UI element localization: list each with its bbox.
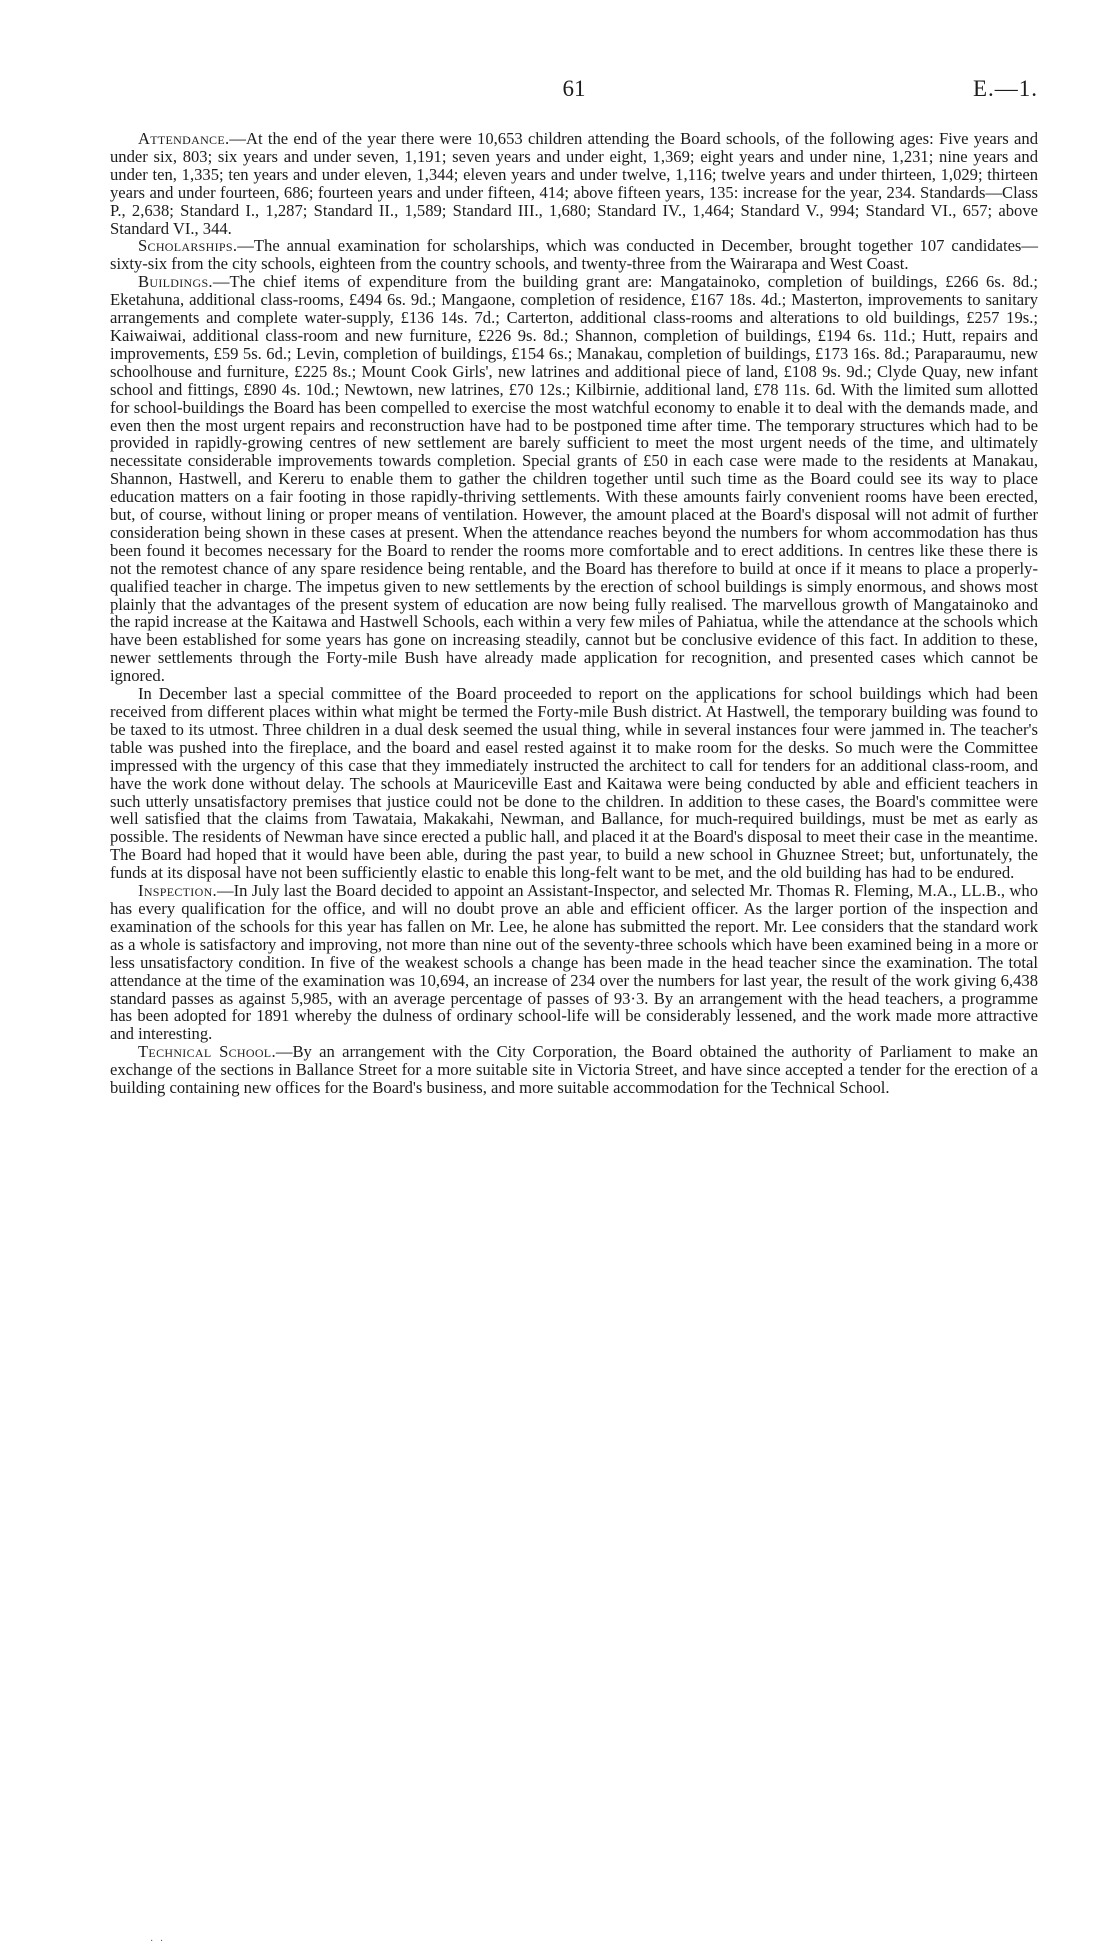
paragraph-text: —At the end of the year there were 10,653 children attending the Board schools, of the following ages: Five years and under six, 803; six years and under seven, 1,191; seven years and under eight, 1,369; eight years and under nine, 1,231; nine years and under ten, 1,335; ten years and under eleven, 1,344; eleven years and under twelve, 1,116; twelve years and under thirteen, 1,029; thirteen years and under fourteen, 686; fourteen years and under fifteen, 414; above fifteen years, 135: increase for the year, 234. Standards—Class P., 2,638; Standard I., 1,287; Standard II., 1,589; Standard III., 1,680; Standard IV., 1,464; Standard V., 994; Standard VI., 657; above Standard VI., 344.	[110, 129, 1038, 238]
page-number: 61	[562, 76, 586, 101]
paragraph-scholarships	[110, 237, 1038, 273]
section-heading-buildings: Buildings.	[138, 272, 213, 292]
document-reference: E.—1.	[972, 76, 1038, 101]
page-header	[110, 76, 1038, 112]
paragraph-text: —In July last the Board decided to appoint an Assistant-Inspector, and selected Mr. Thomas R. Fleming, M.A., LL.B., who has every qualification for the office, and will no doubt prove an able and efficient officer. As the larger portion of the inspection and examination of the schools for this year has fallen on Mr. Lee, he alone has submitted the report. Mr. Lee considers that the standard work as a whole is satisfactory and improving, not more than nine out of the seventy-three schools which have been examined being in a more or less unsatisfactory condition. In five of the weakest schools a change has been made in the head teacher since the examination. The total attendance at the time of the examination was 10,694, an increase of 234 over the numbers for last year, the result of the work giving 6,438 standard passes as against 5,985, with an average percentage of passes of 93·3. By an arrangement with the head teachers, a programme has been adopted for 1891 whereby the dulness of ordinary school-life will be considerably lessened, and the work made more attractive and interesting.	[110, 881, 1038, 1044]
paragraph-technical-school	[110, 1043, 1038, 1097]
paragraph-committee-report	[110, 685, 1038, 882]
section-heading-technical-school: Technical School.	[138, 1042, 276, 1062]
paragraph-buildings	[110, 273, 1038, 685]
paragraph-text: —The annual examination for scholarships, which was conducted in December, brought together 107 candidates—sixty-six from the city schools, eighteen from the country schools, and twenty-three from the Wairarapa and West Coast.	[110, 236, 1038, 274]
body-text	[110, 130, 1038, 1097]
paragraph-text: —The chief items of expenditure from the building grant are: Mangatainoko, completion of buildings, £266 6s. 8d.; Eketahuna, additional class-rooms, £494 6s. 9d.; Mangaone, completion of residence, £167 18s. 4d.; Masterton, improvements to sanitary arrangements and complete water-supply, £136 14s. 7d.; Carterton, additional class-rooms and alterations to old buildings, £257 19s.; Kaiwaiwai, additional class-room and new furniture, £226 9s. 8d.; Shannon, completion of buildings, £194 6s. 11d.; Hutt, repairs and improvements, £59 5s. 6d.; Levin, completion of buildings, £154 6s.; Manakau, completion of buildings, £173 16s. 8d.; Paraparaumu, new schoolhouse and furniture, £225 8s.; Mount Cook Girls', new latrines and additional piece of land, £108 9s. 9d.; Clyde Quay, new infant school and fittings, £890 4s. 10d.; Newtown, new latrines, £70 12s.; Kilbirnie, additional land, £78 11s. 6d. With the limited sum allotted for school-buildings the Board has been compelled to exercise the most watchful economy to enable it to deal with the demands made, and even then the most urgent repairs and reconstruction have had to be postponed time after time. The temporary structures which had to be provided in rapidly-growing centres of new settlement are barely sufficient to meet the most urgent needs of the time, and ultimately necessitate considerable improvements towards completion. Special grants of £50 in each case were made to the residents at Manakau, Shannon, Hastwell, and Kereru to enable them to gather the children together until such time as the Board could see its way to place education matters on a fair footing in those rapidly-thriving settlements. With these amounts fairly convenient rooms have been erected, but, of course, without lining or proper means of ventilation. However, the amount placed at the Board's disposal will not admit of further consideration being shown in these cases at present. When the attendance reaches beyond the numbers for whom accommodation has thus been found it becomes necessary for the Board to render the rooms more comfortable and to erect additions. In centres like these there is not the remotest chance of any spare residence being rentable, and the Board has therefore to build at once if it means to place a properly-qualified teacher in charge. The impetus given to new settlements by the erection of school buildings is simply enormous, and shows most plainly that the advantages of the present system of education are now being fully realised. The marvellous growth of Mangatainoko and the rapid increase at the Kaitawa and Hastwell Schools, each within a very few miles of Pahiatua, while the attendance at the schools which have been established for some years has gone on increasing steadily, cannot but be conclusive evidence of this fact. In addition to these, newer settlements through the Forty-mile Bush have already made application for recognition, and presented cases which cannot be ignored.	[110, 272, 1038, 686]
paragraph-text: —By an arrangement with the City Corporation, the Board obtained the authority of Parliament to make an exchange of the sections in Ballance Street for a more suitable site in Victoria Street, and have since accepted a tender for the erection of a building containing new offices for the Board's business, and more suitable accommodation for the Technical School.	[110, 1042, 1038, 1098]
paragraph-inspection	[110, 882, 1038, 1043]
paragraph-text: In December last a special committee of the Board proceeded to report on the applications for school buildings which had been received from different places within what might be termed the Forty-mile Bush district. At Hastwell, the temporary building was found to be taxed to its utmost. Three children in a dual desk seemed the usual thing, while in several instances four were jammed in. The teacher's table was pushed into the fireplace, and the board and easel rested against it to make room for the desks. So much were the Committee impressed with the urgency of this case that they immediately instructed the architect to call for tenders for an additional class-room, and have the work done without delay. The schools at Mauriceville East and Kaitawa were being conducted by able and efficient teachers in such utterly unsatisfactory premises that justice could not be done to the children. In addition to these cases, the Board's committee were well satisfied that the claims from Tawataia, Makakahi, Newman, and Ballance, for much-required buildings, must be met as early as possible. The residents of Newman have since erected a public hall, and placed it at the Board's disposal to meet their case in the meantime. The Board had hoped that it would have been able, during the past year, to build a new school in Ghuznee Street; but, unfortunately, the funds at its disposal have not been sufficiently elastic to enable this long-felt want to be met, and the old building has had to be endured.	[110, 684, 1038, 883]
section-heading-inspection: Inspection.	[138, 881, 217, 901]
scan-artifact-mark: · ·	[150, 1936, 166, 1947]
section-heading-attendance: Attendance.	[138, 129, 230, 148]
section-heading-scholarships: Scholarships.	[138, 236, 238, 256]
paragraph-attendance	[110, 130, 1038, 237]
